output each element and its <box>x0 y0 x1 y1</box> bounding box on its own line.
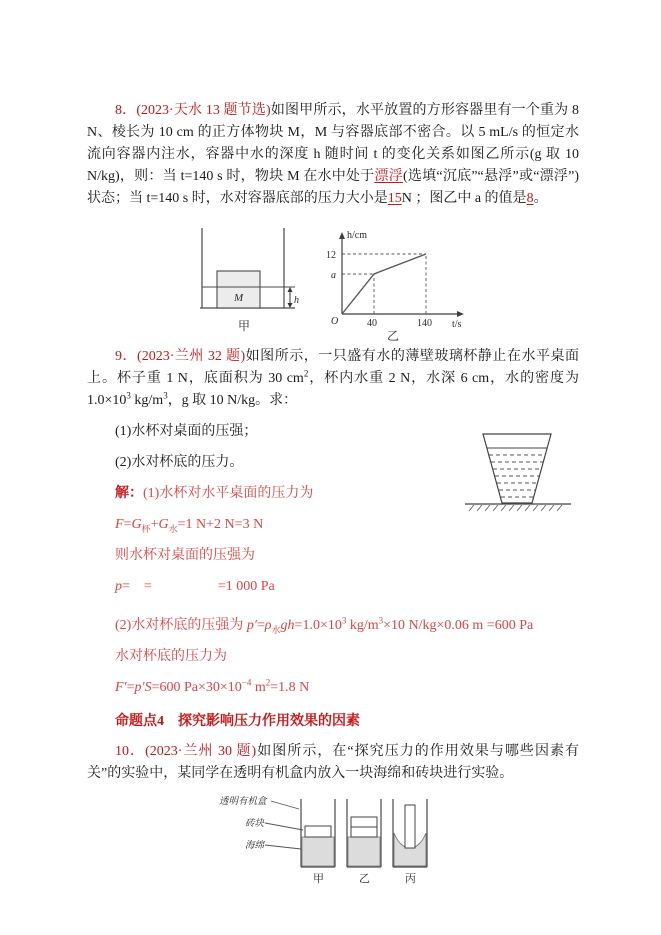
superscript: 2 <box>303 368 309 379</box>
caption-yi-3: 乙 <box>359 873 370 885</box>
question-8 <box>87 100 579 210</box>
figure-glass-on-table <box>461 428 579 525</box>
solution-line-4: 水对杯底的压力为 <box>115 649 227 664</box>
question-8-number: 8． <box>115 103 137 118</box>
solution-line-3: (2)水对杯底的压强为 $p'=\rho_水gh=1.0\times 10^3$ $kg/m^3\times 10$ N/kg×0.06 m =600 Pa <box>115 615 534 635</box>
graph-guide-lines <box>342 254 426 314</box>
question-9-item-1: (1)水杯对桌面的压强； <box>115 424 258 439</box>
graph-data-line <box>342 254 426 314</box>
cube-label: M <box>234 292 244 304</box>
answer-blank-float-state: 漂浮 <box>374 169 403 184</box>
question-10-source: (2023·兰州 30 题) <box>145 744 257 759</box>
origin-label: O <box>331 316 339 327</box>
label-sponge: 海绵 <box>245 841 265 851</box>
depth-dimension-arrow <box>288 287 293 308</box>
brick-top-yi <box>351 817 377 827</box>
x-tick-40: 40 <box>367 318 377 329</box>
x-axis-arrow <box>457 311 464 317</box>
superscript: 3 <box>126 390 131 401</box>
question-9-text-3: kg/m <box>130 393 164 408</box>
label-transparent-box: 透明有机盒 <box>219 797 267 807</box>
glass-outline <box>483 434 551 503</box>
sponge-jia <box>302 837 334 866</box>
question-9 <box>87 346 579 412</box>
depth-label: h <box>294 295 299 306</box>
glass-of-water-diagram <box>461 428 575 520</box>
label-brick: 砖块 <box>245 819 265 829</box>
brick-flat-jia <box>305 826 331 837</box>
question-9-text-4: ，g 取 10 N/kg。求： <box>167 393 298 408</box>
question-8-text-3: N ；图乙中 a 的值是 <box>401 191 527 206</box>
depth-time-graph <box>314 224 472 342</box>
answer-blank-force: 15 <box>387 191 402 206</box>
solution-text-1: (1)水杯对水平桌面的压力为 <box>143 486 314 501</box>
caption-jia-3: 甲 <box>313 873 324 885</box>
question-8-source: (2023·天水 13 题节选) <box>136 103 271 118</box>
x-axis-label: t/s <box>452 319 462 330</box>
caption-bing-3: 丙 <box>405 873 416 885</box>
figure-q10 <box>215 789 451 892</box>
y-tick-12: 12 <box>326 250 336 261</box>
x-tick-140: 140 <box>417 318 432 329</box>
y-axis-label: h/cm <box>347 230 367 241</box>
topic-title: 探究影响压力作用效果的因素 <box>178 714 360 729</box>
solution-formula-pressure: p= = =1 000 Pa <box>115 579 275 594</box>
container-bing <box>393 799 427 867</box>
solution-formula-force-2: F′=p′S=600 $Pa\times 30\times 10^{-4}$ $m^2=1.8$ N <box>115 677 310 695</box>
brick-upright-bing <box>405 805 415 848</box>
container-with-cube-diagram <box>194 224 302 334</box>
solution-formula-force: $F=G_杯+G_水=1$ N+2 N=3 N <box>115 517 264 534</box>
question-9-text-2: ，杯内水重 2 N，水深 6 cm，水的密度为 1.0×10 <box>87 371 579 408</box>
worksheet-page <box>87 100 579 892</box>
water-dashes <box>489 455 545 497</box>
question-10-text: 如图所示，在“探究压力的作用效果与哪些因素有关”的实验中，某同学在透明有机盒内放入一块海绵和砖块进行实验。 <box>87 744 580 781</box>
sponge-brick-experiment-diagram <box>215 789 451 887</box>
question-9-number: 9． <box>115 349 138 364</box>
solution-marker: 解： <box>115 486 143 501</box>
y-tick-a: a <box>331 270 336 281</box>
question-8-text-1: 如图甲所示，水平放置的方形容器里有一个重为 8 N、棱长为 10 cm 的正方体物块 M，M 与容器底部不密合。以 5 mL/s 的恒定水流向容器内注水，容器中水的深度 h 随时间 t 的变化关系如图乙所示(g 取 10 N/kg)，则：当 t=140 s 时，物块 M 在水中处于 <box>87 103 580 184</box>
caption-yi: 乙 <box>387 329 400 342</box>
question-9-source: (2023·兰州 32 题) <box>137 349 246 364</box>
table-hatching <box>469 505 562 511</box>
solution-line-2: 则水杯对桌面的压强为 <box>115 548 255 563</box>
answer-blank-a-value: 8 <box>526 191 534 206</box>
label-pointer-lines <box>265 801 303 849</box>
question-9-item-2: (2)水对杯底的压力。 <box>115 455 244 470</box>
topic-heading <box>87 711 579 733</box>
question-8-text-2: (选填“沉底”“悬浮”或“漂浮”)状态；当 t=140 s 时，水对容器底部的压力大小是 <box>87 169 580 206</box>
caption-jia: 甲 <box>238 319 251 333</box>
y-axis-arrow <box>339 232 345 239</box>
sponge-yi <box>348 837 380 866</box>
container-jia <box>301 799 335 867</box>
topic-number: 命题点4 <box>115 714 164 729</box>
container-yi <box>347 799 381 867</box>
question-9-text-1: 如图所示，一只盛有水的薄壁玻璃杯静止在水平桌面上。杯子重 1 N，底面积为 30 cm <box>87 349 580 386</box>
superscript: 3 <box>163 390 168 401</box>
question-8-text-4: 。 <box>533 191 548 206</box>
brick-bottom-yi <box>351 827 377 837</box>
figure-q8 <box>194 224 472 342</box>
question-10-number: 10． <box>115 744 146 759</box>
question-10 <box>87 741 579 785</box>
